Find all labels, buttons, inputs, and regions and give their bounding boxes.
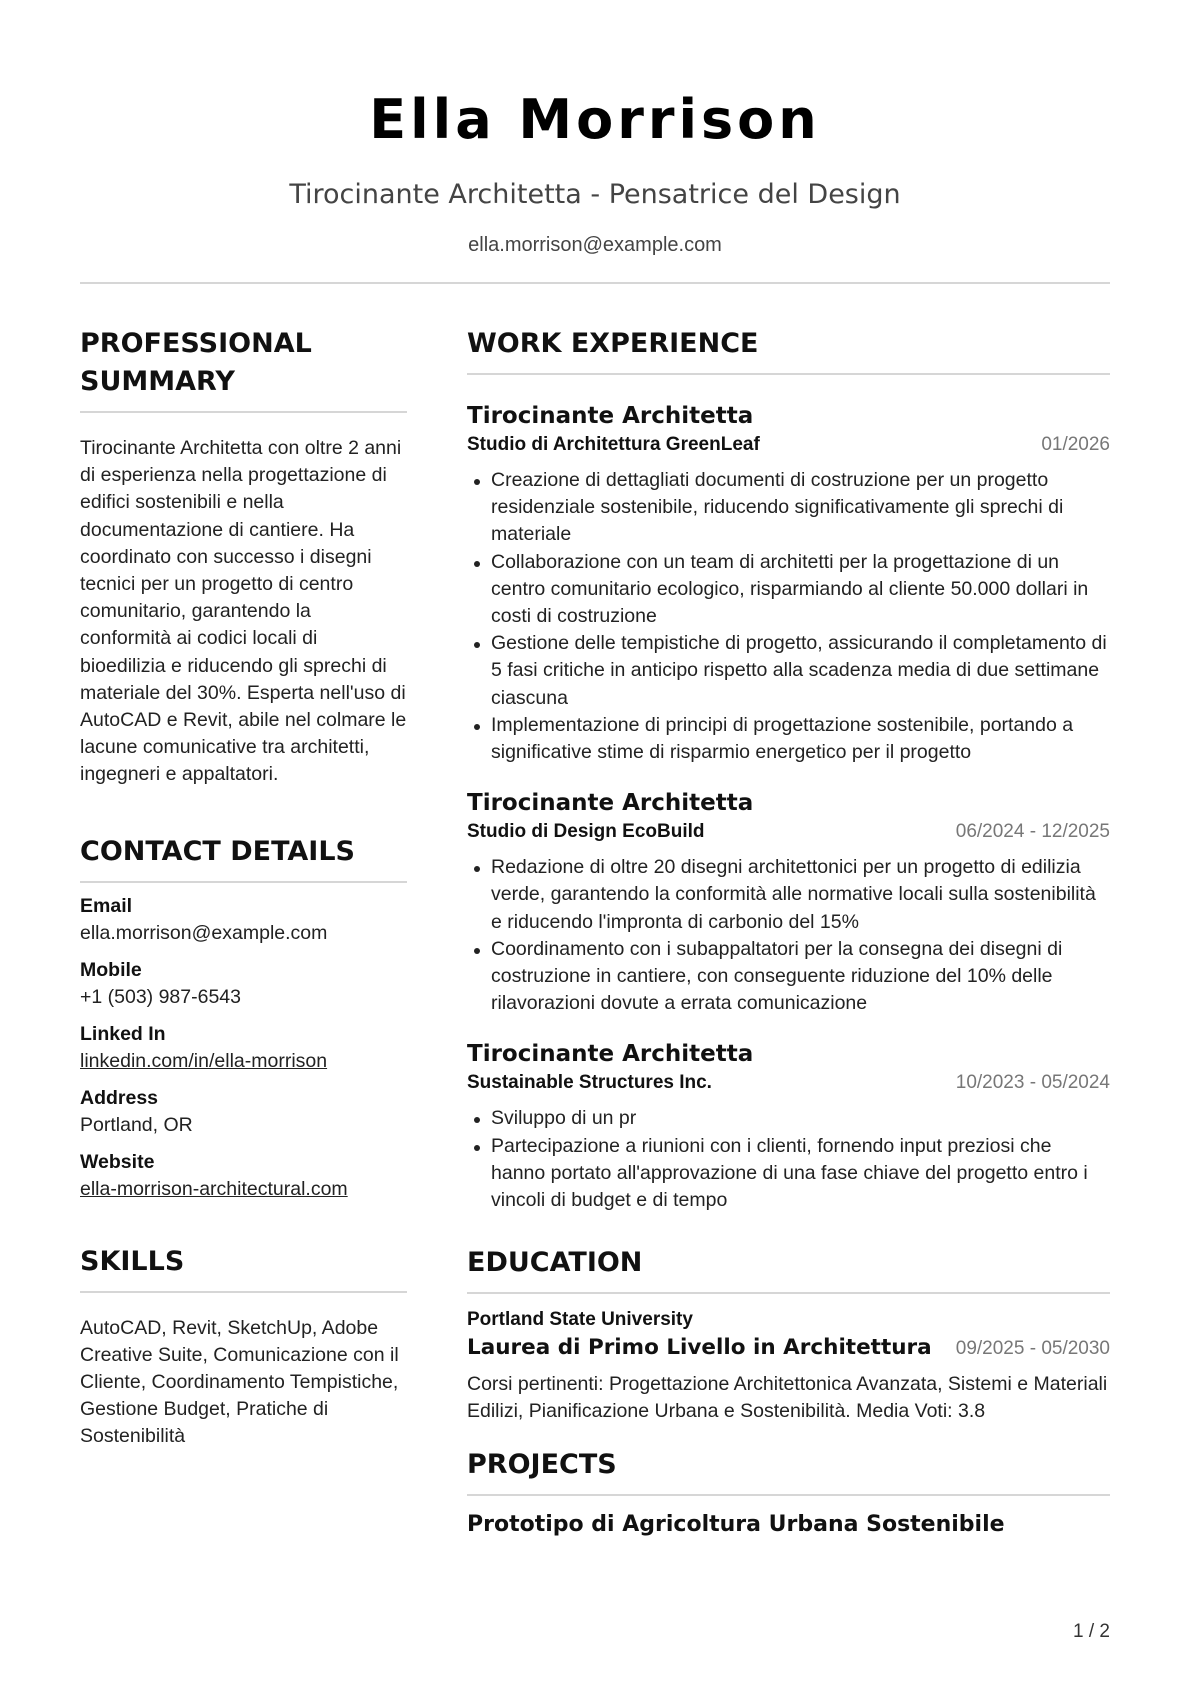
summary-heading: [80, 325, 407, 401]
job-bullet: Collaborazione con un team di architetti per la progettazione di un centro comunitario ecologico, risparmiando al cliente 50.000 dollari in costi di costruzione: [467, 549, 1110, 631]
resume-header: [80, 78, 1110, 258]
project-title: Prototipo di Agricoltura Urbana Sostenibile: [467, 1511, 1005, 1537]
page-number: 1 / 2: [1073, 1621, 1110, 1642]
experience-heading: WORK EXPERIENCE: [467, 328, 759, 359]
education-heading: EDUCATION: [467, 1247, 643, 1279]
projects-heading: PROJECTS: [467, 1448, 617, 1480]
job-company: Sustainable Structures Inc.: [467, 1072, 712, 1094]
summary-text: Tirocinante Architetta con oltre 2 anni di esperienza nella progettazione di edifici sostenibili e nella documentazione di cantiere. Ha coordinato con successo i disegni tecnici per un progetto di centro comunitario, garantendo la conformità ai codici locali di bioedilizia e riducendo gli sprechi di materiale del 30%. Esperta nell'uso di AutoCAD e Revit, abile nel colmare le lacune comunicative tra architetti, ingegneri e appaltatori.: [80, 437, 407, 786]
job-bullets: [467, 1105, 1110, 1214]
contact-address-label: Address: [80, 1086, 159, 1109]
contact-divider: [80, 881, 407, 883]
header-email: ella.morrison@example.com: [468, 234, 722, 256]
job-dates: 10/2023 - 05/2024: [955, 1072, 1110, 1094]
job-title: Tirocinante Architetta: [467, 1041, 754, 1068]
skills-heading: SKILLS: [80, 1245, 185, 1277]
job-dates: 01/2026: [1041, 434, 1110, 455]
job-bullet: Gestione delle tempistiche di progetto, assicurando il completamento di 5 fasi critiche in anticipo rispetto alla scadenza media di due settimane ciascuna: [467, 630, 1110, 712]
education-details: Corsi pertinenti: Progettazione Architettonica Avanzata, Sistemi e Materiali Edilizi, Pianificazione Urbana e Sostenibilità. Media Voti: 3.8: [467, 1373, 1108, 1423]
job-entry: [467, 401, 1110, 766]
contact-email-label: Email: [80, 894, 133, 917]
contact-website-link[interactable]: ella-morrison-architectural.com: [80, 1177, 348, 1200]
summary-heading-line2: SUMMARY: [80, 366, 235, 397]
projects-divider: [467, 1494, 1110, 1496]
experience-divider: [467, 373, 1110, 375]
job-bullet: Coordinamento con i subappaltatori per la consegna dei disegni di costruzione in cantiere, con conseguente riduzione del 10% delle rilavorazioni dovute a errata comunicazione: [467, 936, 1110, 1018]
contact-linkedin-label: Linked In: [80, 1022, 166, 1045]
contact-email-value: ella.morrison@example.com: [80, 921, 328, 944]
summary-section: [80, 325, 407, 789]
education-dates: 09/2025 - 05/2030: [955, 1338, 1110, 1360]
contact-address-value: Portland, OR: [80, 1113, 193, 1136]
education-school: Portland State University: [467, 1309, 693, 1331]
right-column: [467, 325, 1110, 1540]
job-bullet: Redazione di oltre 20 disegni architettonici per un progetto di edilizia verde, garantendo la conformità alle normative locali sulla sostenibilità e riducendo l'impronta di carbonio del 15%: [467, 854, 1110, 936]
job-bullet: Sviluppo di un pr: [467, 1105, 1110, 1132]
skills-text: AutoCAD, Revit, SketchUp, Adobe Creative Suite, Comunicazione con il Cliente, Coordinamento Tempistiche, Gestione Budget, Pratiche di Sostenibilità: [80, 1316, 399, 1448]
job-company: Studio di Design EcoBuild: [467, 821, 705, 843]
header-divider: [80, 282, 1110, 284]
contact-heading: CONTACT DETAILS: [80, 835, 355, 867]
contact-mobile-value: +1 (503) 987-6543: [80, 985, 241, 1008]
candidate-name: Ella Morrison: [369, 88, 821, 151]
job-bullet: Creazione di dettagliati documenti di costruzione per un progetto residenziale sostenibile, riducendo significativamente gli sprechi di materiale: [467, 467, 1110, 549]
projects-section: [467, 1446, 1110, 1540]
job-bullets: [467, 854, 1110, 1017]
contact-section: [80, 833, 407, 1203]
left-column: [80, 325, 407, 1451]
job-title: Tirocinante Architetta: [467, 403, 754, 429]
education-divider: [467, 1292, 1110, 1294]
job-dates: 06/2024 - 12/2025: [955, 821, 1110, 843]
education-section: [467, 1244, 1110, 1425]
summary-divider: [80, 411, 407, 413]
job-bullets: [467, 467, 1110, 766]
job-company: Studio di Architettura GreenLeaf: [467, 434, 760, 455]
summary-heading-line1: PROFESSIONAL: [80, 328, 312, 359]
job-title: Tirocinante Architetta: [467, 790, 754, 817]
skills-divider: [80, 1291, 407, 1293]
contact-linkedin-link[interactable]: linkedin.com/in/ella-morrison: [80, 1049, 328, 1072]
education-degree: Laurea di Primo Livello in Architettura: [467, 1335, 932, 1361]
candidate-title: Tirocinante Architetta - Pensatrice del Design: [289, 179, 901, 210]
job-bullet: Implementazione di principi di progettazione sostenibile, portando a significative stime di risparmio energetico per il progetto: [467, 712, 1110, 766]
job-entry: [467, 1039, 1110, 1214]
job-bullet: Partecipazione a riunioni con i clienti, fornendo input preziosi che hanno portato all'approvazione di una fase chiave del progetto entro i vincoli di budget e di tempo: [467, 1133, 1110, 1215]
contact-mobile-label: Mobile: [80, 958, 142, 981]
job-entry: [467, 788, 1110, 1017]
contact-website-label: Website: [80, 1150, 155, 1173]
experience-section: [467, 325, 1110, 1214]
skills-section: [80, 1243, 407, 1451]
